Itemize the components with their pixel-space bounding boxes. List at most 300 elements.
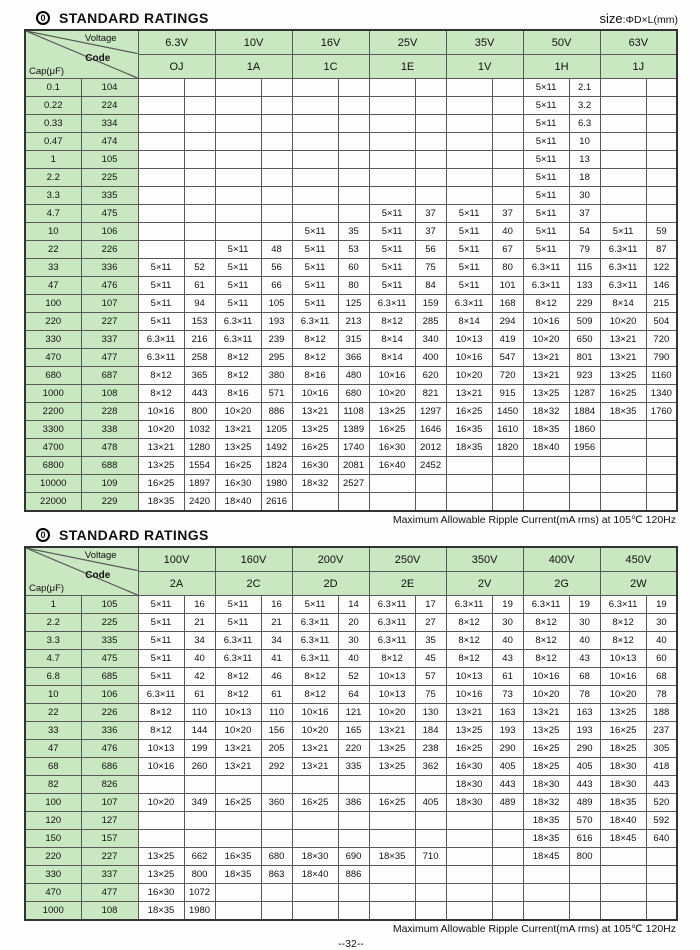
case-size-cell: 13×25 xyxy=(215,439,261,457)
ripple-current-cell: 295 xyxy=(261,349,292,367)
code-cell: 477 xyxy=(81,349,138,367)
case-size-cell xyxy=(600,79,646,97)
ripple-current-cell: 1280 xyxy=(184,439,215,457)
case-size-cell xyxy=(369,493,415,512)
code-cell: 109 xyxy=(81,475,138,493)
table-row xyxy=(25,331,677,349)
case-size-cell: 8×12 xyxy=(523,632,569,650)
code-cell: 475 xyxy=(81,205,138,223)
ripple-current-cell: 73 xyxy=(492,686,523,704)
case-size-cell: 6.3×11 xyxy=(138,331,184,349)
case-size-cell: 5×11 xyxy=(138,313,184,331)
ripple-current-cell xyxy=(646,169,677,187)
ripple-current-cell xyxy=(261,169,292,187)
cap-cell: 6800 xyxy=(25,457,81,475)
ripple-current-cell: 68 xyxy=(646,668,677,686)
case-size-cell: 10×16 xyxy=(446,686,492,704)
ripple-current-cell: 46 xyxy=(261,668,292,686)
ripple-current-cell: 60 xyxy=(646,650,677,668)
code-cell: 688 xyxy=(81,457,138,475)
case-size-cell: 5×11 xyxy=(446,277,492,295)
case-size-cell: 18×35 xyxy=(215,866,261,884)
case-size-cell: 6.3×11 xyxy=(523,277,569,295)
case-size-cell: 18×35 xyxy=(369,848,415,866)
ripple-current-cell: 6.3 xyxy=(569,115,600,133)
code-cell: 227 xyxy=(81,313,138,331)
ripple-current-cell: 1287 xyxy=(569,385,600,403)
ripple-current-cell: 386 xyxy=(338,794,369,812)
case-size-cell: 18×35 xyxy=(600,403,646,421)
ripple-current-cell: 19 xyxy=(569,596,600,614)
code-cell: 105 xyxy=(81,151,138,169)
case-size-cell: 13×25 xyxy=(369,740,415,758)
case-size-cell xyxy=(138,812,184,830)
table-row xyxy=(25,884,677,902)
ripple-current-cell: 260 xyxy=(184,758,215,776)
table-row xyxy=(25,686,677,704)
ripple-current-cell: 680 xyxy=(338,385,369,403)
cap-cell: 3.3 xyxy=(25,632,81,650)
cap-cell: 1000 xyxy=(25,902,81,921)
ripple-current-cell: 110 xyxy=(261,704,292,722)
ripple-current-cell: 61 xyxy=(184,686,215,704)
ripple-current-cell xyxy=(261,79,292,97)
ripple-current-cell xyxy=(646,79,677,97)
code-cell: 226 xyxy=(81,241,138,259)
case-size-cell xyxy=(215,902,261,921)
cap-cell: 220 xyxy=(25,848,81,866)
case-size-cell: 18×25 xyxy=(600,740,646,758)
ripple-current-cell: 292 xyxy=(261,758,292,776)
cap-cell: 1000 xyxy=(25,385,81,403)
case-size-cell xyxy=(369,151,415,169)
cap-cell: 4.7 xyxy=(25,205,81,223)
case-size-cell xyxy=(369,812,415,830)
ripple-current-cell: 84 xyxy=(415,277,446,295)
case-size-cell: 10×13 xyxy=(446,331,492,349)
case-size-cell: 5×11 xyxy=(292,223,338,241)
ripple-current-cell: 144 xyxy=(184,722,215,740)
ripple-current-cell: 30 xyxy=(492,614,523,632)
case-size-cell: 6.3×11 xyxy=(292,650,338,668)
case-size-cell: 13×25 xyxy=(138,848,184,866)
ripple-current-cell: 1897 xyxy=(184,475,215,493)
ripple-current-cell xyxy=(415,884,446,902)
voltage-header: 50V xyxy=(523,30,600,55)
case-size-cell: 16×25 xyxy=(600,722,646,740)
case-size-cell xyxy=(369,902,415,921)
ripple-current-cell: 2.1 xyxy=(569,79,600,97)
case-size-cell: 8×12 xyxy=(215,349,261,367)
ripple-current-cell: 340 xyxy=(415,331,446,349)
case-size-cell xyxy=(600,493,646,512)
cap-cell: 22 xyxy=(25,241,81,259)
ripple-current-cell: 52 xyxy=(338,668,369,686)
cap-cell: 150 xyxy=(25,830,81,848)
ripple-current-cell xyxy=(184,205,215,223)
case-size-cell xyxy=(138,79,184,97)
case-size-cell: 10×20 xyxy=(138,421,184,439)
table-row xyxy=(25,457,677,475)
case-size-cell xyxy=(138,97,184,115)
case-size-cell: 13×21 xyxy=(215,758,261,776)
case-size-cell: 18×35 xyxy=(600,794,646,812)
ripple-current-cell xyxy=(492,830,523,848)
ripple-current-note-1: Maximum Allowable Ripple Current(mA rms) at 105℃ 120Hz xyxy=(392,514,676,526)
code-cell: 475 xyxy=(81,650,138,668)
case-size-cell xyxy=(446,115,492,133)
ripple-current-cell xyxy=(492,812,523,830)
ripple-current-cell: 64 xyxy=(338,686,369,704)
case-size-cell: 10×16 xyxy=(138,403,184,421)
code-header: 2C xyxy=(215,572,292,596)
ripple-current-cell: 21 xyxy=(261,614,292,632)
case-size-cell xyxy=(292,187,338,205)
ripple-current-cell: 163 xyxy=(492,704,523,722)
case-size-cell: 5×11 xyxy=(138,259,184,277)
ripple-current-cell: 1860 xyxy=(569,421,600,439)
cap-cell: 2.2 xyxy=(25,169,81,187)
cap-axis-label: Cap(μF) xyxy=(29,66,65,77)
cap-cell: 1 xyxy=(25,596,81,614)
case-size-cell xyxy=(600,421,646,439)
cap-cell: 680 xyxy=(25,367,81,385)
ripple-current-cell: 443 xyxy=(492,776,523,794)
case-size-cell: 5×11 xyxy=(138,668,184,686)
ripple-current-cell: 1297 xyxy=(415,403,446,421)
case-size-cell: 13×25 xyxy=(600,704,646,722)
ripple-current-cell: 60 xyxy=(338,259,369,277)
ripple-current-cell xyxy=(261,902,292,921)
ripple-current-cell: 75 xyxy=(415,686,446,704)
ripple-current-cell xyxy=(338,97,369,115)
case-size-cell xyxy=(446,133,492,151)
ripple-current-cell: 193 xyxy=(261,313,292,331)
case-size-cell: 16×25 xyxy=(523,740,569,758)
code-cell: 335 xyxy=(81,187,138,205)
table-row xyxy=(25,614,677,632)
case-size-cell xyxy=(446,187,492,205)
code-cell: 104 xyxy=(81,79,138,97)
case-size-cell: 6.3×11 xyxy=(292,614,338,632)
case-size-cell xyxy=(369,475,415,493)
case-size-cell: 16×30 xyxy=(369,439,415,457)
case-size-cell xyxy=(369,187,415,205)
case-size-cell xyxy=(523,475,569,493)
case-size-cell: 5×11 xyxy=(446,259,492,277)
case-size-cell: 13×25 xyxy=(138,457,184,475)
ripple-current-cell xyxy=(415,187,446,205)
code-cell: 127 xyxy=(81,812,138,830)
ripple-current-cell xyxy=(492,97,523,115)
ripple-current-cell xyxy=(184,241,215,259)
cap-cell: 330 xyxy=(25,331,81,349)
ripple-current-cell: 193 xyxy=(492,722,523,740)
ripple-current-cell: 800 xyxy=(184,866,215,884)
case-size-cell: 13×21 xyxy=(523,367,569,385)
ripple-current-cell: 2081 xyxy=(338,457,369,475)
ripple-current-cell: 168 xyxy=(492,295,523,313)
ripple-current-cell: 620 xyxy=(415,367,446,385)
cap-cell: 120 xyxy=(25,812,81,830)
ripple-current-cell: 115 xyxy=(569,259,600,277)
case-size-cell: 5×11 xyxy=(138,596,184,614)
case-size-cell: 16×25 xyxy=(292,439,338,457)
cap-cell: 3.3 xyxy=(25,187,81,205)
cap-axis-label: Cap(μF) xyxy=(29,583,65,594)
case-size-cell: 18×45 xyxy=(600,830,646,848)
case-size-cell: 6.3×11 xyxy=(600,241,646,259)
case-size-cell: 8×12 xyxy=(215,668,261,686)
ripple-current-cell: 419 xyxy=(492,331,523,349)
case-size-cell xyxy=(446,812,492,830)
ripple-current-cell xyxy=(646,205,677,223)
ripple-current-cell xyxy=(415,79,446,97)
ripple-current-cell: 2452 xyxy=(415,457,446,475)
case-size-cell: 13×25 xyxy=(138,866,184,884)
case-size-cell: 13×21 xyxy=(369,722,415,740)
table-row xyxy=(25,295,677,313)
case-size-cell xyxy=(600,97,646,115)
ripple-current-cell: 616 xyxy=(569,830,600,848)
ripple-current-cell xyxy=(184,776,215,794)
page-number: --32-- xyxy=(338,938,364,950)
code-cell: 476 xyxy=(81,740,138,758)
case-size-cell xyxy=(138,205,184,223)
case-size-cell xyxy=(215,187,261,205)
case-size-cell: 18×40 xyxy=(523,439,569,457)
ripple-current-cell: 1389 xyxy=(338,421,369,439)
ripple-current-cell: 40 xyxy=(338,650,369,668)
ripple-current-cell: 821 xyxy=(415,385,446,403)
case-size-cell: 13×25 xyxy=(523,385,569,403)
table-row xyxy=(25,403,677,421)
size-word: size xyxy=(599,10,623,26)
case-size-cell xyxy=(138,776,184,794)
case-size-cell: 8×12 xyxy=(215,686,261,704)
voltage-axis-label: Voltage xyxy=(84,33,117,44)
cap-cell: 6.8 xyxy=(25,668,81,686)
ripple-current-cell xyxy=(261,133,292,151)
case-size-cell: 16×35 xyxy=(446,421,492,439)
ripple-current-cell: 290 xyxy=(492,740,523,758)
cap-cell: 22 xyxy=(25,704,81,722)
table-row xyxy=(25,421,677,439)
circled-zero-icon: 0 xyxy=(36,11,50,25)
table-row xyxy=(25,97,677,115)
case-size-cell: 18×35 xyxy=(523,421,569,439)
ripple-current-cell: 16 xyxy=(261,596,292,614)
table-row xyxy=(25,187,677,205)
table-row xyxy=(25,902,677,921)
case-size-cell: 8×14 xyxy=(446,313,492,331)
code-axis-label: Code xyxy=(85,570,111,581)
case-size-cell: 13×25 xyxy=(600,367,646,385)
case-size-cell xyxy=(292,79,338,97)
case-size-cell: 13×21 xyxy=(215,740,261,758)
ripple-current-cell xyxy=(415,115,446,133)
ripple-current-cell: 40 xyxy=(184,650,215,668)
ripple-current-cell xyxy=(569,457,600,475)
ripple-current-cell: 2616 xyxy=(261,493,292,512)
ripple-current-cell: 199 xyxy=(184,740,215,758)
ripple-current-cell: 504 xyxy=(646,313,677,331)
ripple-current-cell xyxy=(261,884,292,902)
case-size-cell: 10×16 xyxy=(292,704,338,722)
ripple-current-cell: 13 xyxy=(569,151,600,169)
ripple-current-cell: 37 xyxy=(415,205,446,223)
case-size-cell: 10×13 xyxy=(138,740,184,758)
size-unit-label xyxy=(600,11,678,26)
cap-cell: 330 xyxy=(25,866,81,884)
case-size-cell: 8×12 xyxy=(292,349,338,367)
ripple-current-cell: 1492 xyxy=(261,439,292,457)
case-size-cell: 16×25 xyxy=(369,794,415,812)
case-size-cell xyxy=(446,493,492,512)
table-row xyxy=(25,493,677,512)
case-size-cell: 10×16 xyxy=(523,313,569,331)
table-row xyxy=(25,133,677,151)
circled-zero-icon: 0 xyxy=(36,528,50,542)
ripple-current-cell: 863 xyxy=(261,866,292,884)
ripple-current-cell: 35 xyxy=(415,632,446,650)
ripple-current-cell xyxy=(415,97,446,115)
case-size-cell: 13×25 xyxy=(446,722,492,740)
table-row xyxy=(25,259,677,277)
ripple-current-cell: 40 xyxy=(492,632,523,650)
table-row xyxy=(25,722,677,740)
ripple-current-cell xyxy=(492,151,523,169)
ripple-current-cell: 1646 xyxy=(415,421,446,439)
case-size-cell: 6.3×11 xyxy=(292,313,338,331)
ripple-current-cell: 315 xyxy=(338,331,369,349)
ripple-current-cell xyxy=(646,151,677,169)
code-header: 1V xyxy=(446,55,523,79)
case-size-cell xyxy=(523,493,569,512)
code-cell: 687 xyxy=(81,367,138,385)
ripple-current-cell xyxy=(492,866,523,884)
ripple-current-cell xyxy=(184,812,215,830)
voltage-header: 350V xyxy=(446,547,523,572)
ripple-current-cell: 220 xyxy=(338,740,369,758)
cap-cell: 47 xyxy=(25,277,81,295)
case-size-cell: 18×35 xyxy=(138,902,184,921)
case-size-cell: 8×12 xyxy=(292,686,338,704)
ripple-current-cell xyxy=(492,187,523,205)
code-cell: 337 xyxy=(81,331,138,349)
case-size-cell xyxy=(292,133,338,151)
table-row xyxy=(25,830,677,848)
case-size-cell: 10×20 xyxy=(600,313,646,331)
ripple-current-cell xyxy=(184,169,215,187)
code-cell: 105 xyxy=(81,596,138,614)
case-size-cell: 10×20 xyxy=(446,367,492,385)
case-size-cell: 5×11 xyxy=(138,614,184,632)
ripple-current-cell: 294 xyxy=(492,313,523,331)
case-size-cell xyxy=(446,475,492,493)
case-size-cell xyxy=(292,812,338,830)
table-row xyxy=(25,313,677,331)
case-size-cell: 13×21 xyxy=(446,385,492,403)
ripple-current-cell xyxy=(492,493,523,512)
voltage-header: 25V xyxy=(369,30,446,55)
ripple-current-cell: 800 xyxy=(569,848,600,866)
case-size-cell: 5×11 xyxy=(138,277,184,295)
case-size-cell xyxy=(215,133,261,151)
table-row xyxy=(25,776,677,794)
ripple-current-cell: 886 xyxy=(261,403,292,421)
case-size-cell: 8×12 xyxy=(138,704,184,722)
ripple-current-cell: 53 xyxy=(338,241,369,259)
ripple-current-cell: 1884 xyxy=(569,403,600,421)
case-size-cell xyxy=(369,169,415,187)
cap-cell: 33 xyxy=(25,259,81,277)
case-size-cell xyxy=(215,223,261,241)
ripple-current-cell xyxy=(492,848,523,866)
case-size-cell xyxy=(523,902,569,921)
case-size-cell: 16×30 xyxy=(292,457,338,475)
case-size-cell xyxy=(446,457,492,475)
ripple-current-cell: 1340 xyxy=(646,385,677,403)
cap-cell: 100 xyxy=(25,794,81,812)
case-size-cell: 16×25 xyxy=(292,794,338,812)
case-size-cell xyxy=(138,830,184,848)
ripple-current-cell xyxy=(261,830,292,848)
ripple-current-cell: 480 xyxy=(338,367,369,385)
cap-cell: 68 xyxy=(25,758,81,776)
code-header: 2W xyxy=(600,572,677,596)
case-size-cell: 5×11 xyxy=(292,596,338,614)
ripple-current-cell: 1820 xyxy=(492,439,523,457)
ripple-current-cell: 405 xyxy=(569,758,600,776)
ripple-current-cell xyxy=(492,475,523,493)
ripple-current-cell: 520 xyxy=(646,794,677,812)
case-size-cell: 16×25 xyxy=(446,740,492,758)
case-size-cell: 8×12 xyxy=(369,650,415,668)
case-size-cell xyxy=(446,79,492,97)
code-header: 2A xyxy=(138,572,215,596)
ripple-current-cell xyxy=(646,902,677,921)
case-size-cell: 16×25 xyxy=(215,794,261,812)
ripple-current-cell: 239 xyxy=(261,331,292,349)
ripple-current-cell: 163 xyxy=(569,704,600,722)
case-size-cell: 5×11 xyxy=(292,241,338,259)
ripple-current-cell: 78 xyxy=(646,686,677,704)
code-cell: 227 xyxy=(81,848,138,866)
ripple-current-cell: 1108 xyxy=(338,403,369,421)
ripple-current-cell: 57 xyxy=(415,668,446,686)
ripple-current-cell: 35 xyxy=(338,223,369,241)
case-size-cell xyxy=(215,115,261,133)
ripple-current-cell xyxy=(415,866,446,884)
ripple-current-cell xyxy=(415,902,446,921)
ripple-current-cell: 3.2 xyxy=(569,97,600,115)
ripple-current-cell: 238 xyxy=(415,740,446,758)
code-cell: 478 xyxy=(81,439,138,457)
case-size-cell: 5×11 xyxy=(369,223,415,241)
case-size-cell xyxy=(138,223,184,241)
ripple-current-cell xyxy=(338,902,369,921)
code-header: 1E xyxy=(369,55,446,79)
case-size-cell: 8×12 xyxy=(446,632,492,650)
table2-title-row xyxy=(24,527,678,543)
ripple-current-cell: 30 xyxy=(338,632,369,650)
ripple-current-cell: 153 xyxy=(184,313,215,331)
cap-cell: 10 xyxy=(25,686,81,704)
case-size-cell: 5×11 xyxy=(369,241,415,259)
case-size-cell: 18×32 xyxy=(523,403,569,421)
case-size-cell: 13×25 xyxy=(369,403,415,421)
